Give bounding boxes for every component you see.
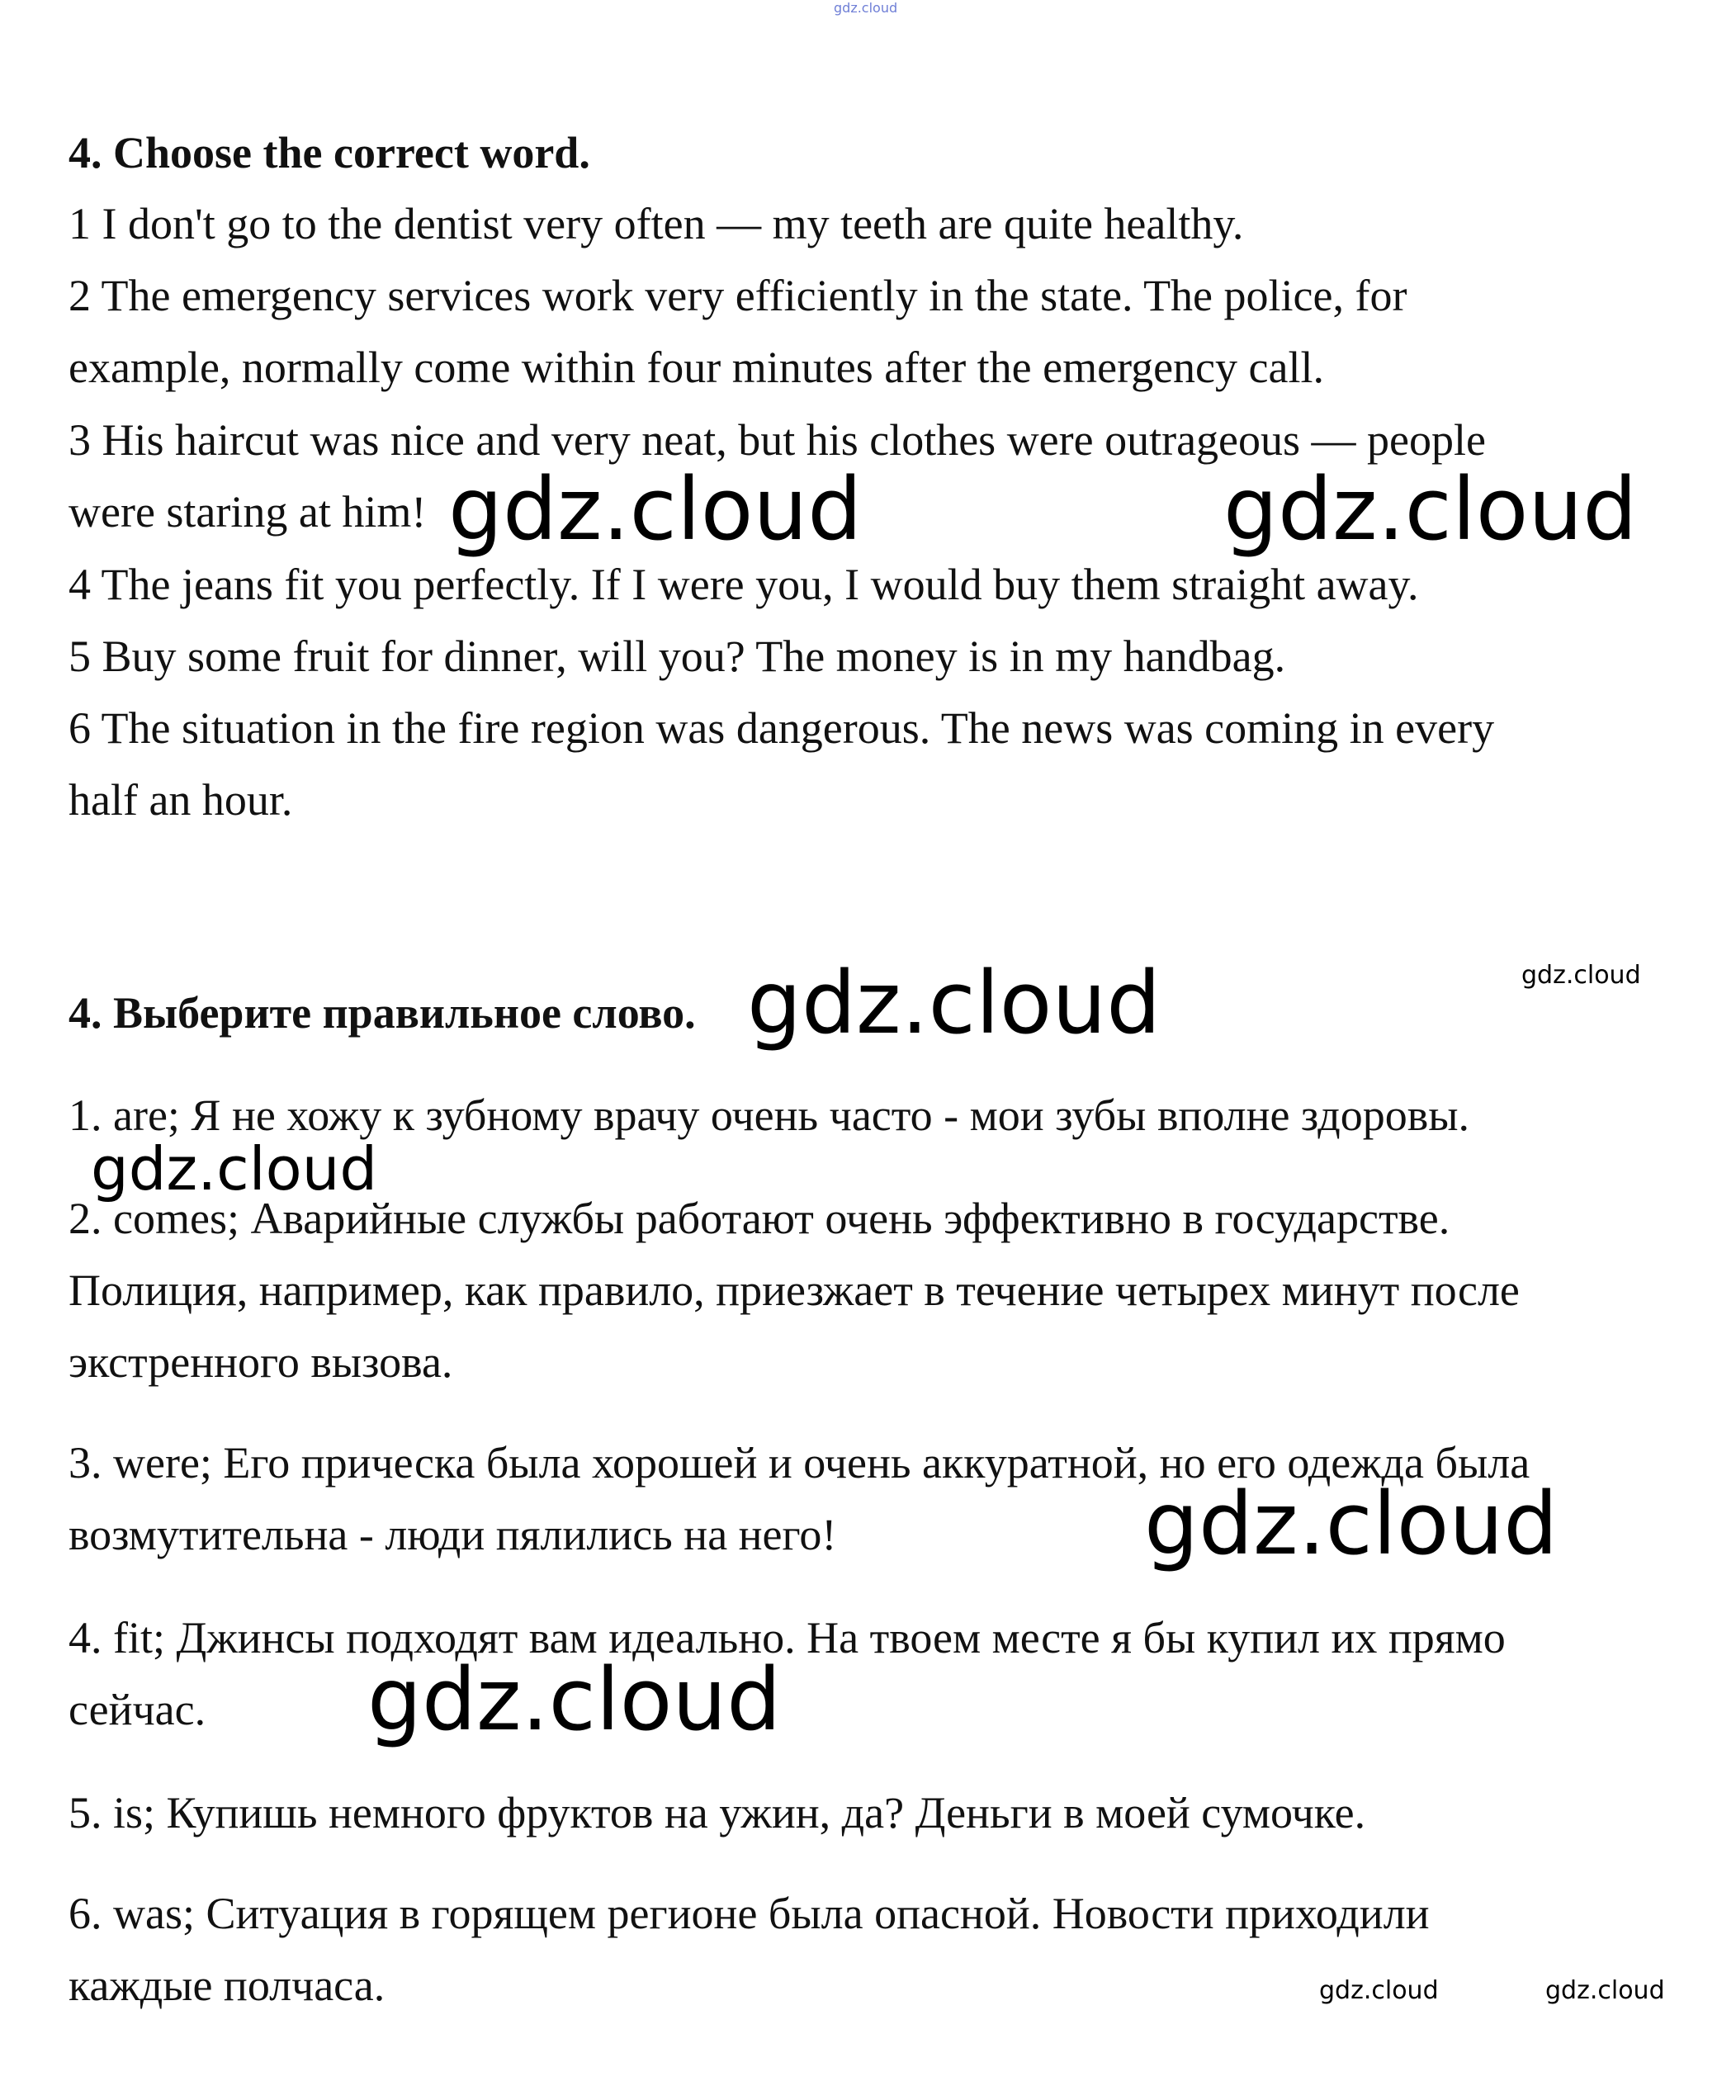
english-line: 2 The emergency services work very efficiently in the state. The police, for (69, 271, 1407, 320)
english-line: example, normally come within four minutes after the emergency call. (69, 343, 1324, 392)
english-line: 4 The jeans fit you perfectly. If I were you, I would buy them straight away. (69, 560, 1419, 609)
russian-line: каждые полчаса. (69, 1960, 386, 2010)
russian-line: экстренного вызова. (69, 1337, 453, 1387)
english-line: half an hour. (69, 775, 293, 825)
watermark: gdz.cloud (1319, 1976, 1439, 2005)
english-line: 6 The situation in the fire region was dangerous. The news was coming in every (69, 703, 1495, 753)
russian-line: 3. were; Его прическа была хорошей и очень аккуратной, но его одежда была (69, 1438, 1530, 1488)
russian-line: 6. was; Ситуация в горящем регионе была опасной. Новости приходили (69, 1889, 1430, 1938)
watermark: gdz.cloud (367, 1649, 782, 1750)
watermark-top: gdz.cloud (834, 0, 898, 16)
english-line: were staring at him! (69, 487, 427, 537)
russian-line: сейчас. (69, 1685, 206, 1734)
watermark: gdz.cloud (1223, 459, 1638, 560)
english-line: 5 Buy some fruit for dinner, will you? The money is in my handbag. (69, 631, 1286, 681)
watermark: gdz.cloud (91, 1134, 378, 1204)
russian-line: 1. are; Я не хожу к зубному врачу очень часто - мои зубы вполне здоровы. (69, 1090, 1470, 1140)
russian-line: возмутительна - люди пялились на него! (69, 1510, 837, 1559)
english-heading: 4. Choose the correct word. (69, 128, 590, 177)
russian-line: 5. is; Купишь немного фруктов на ужин, да? Деньги в моей сумочке. (69, 1788, 1366, 1838)
watermark: gdz.cloud (1521, 961, 1641, 990)
english-line: 1 I don't go to the dentist very often — my teeth are quite healthy. (69, 199, 1244, 248)
russian-line: 4. fit; Джинсы подходят вам идеально. На твоем месте я бы купил их прямо (69, 1613, 1506, 1662)
russian-heading: 4. Выберите правильное слово. (69, 988, 696, 1038)
english-line: 3 His haircut was nice and very neat, but his clothes were outrageous — people (69, 415, 1486, 465)
watermark: gdz.cloud (1144, 1473, 1559, 1574)
russian-line: Полиция, например, как правило, приезжает в течение четырех минут после (69, 1265, 1520, 1315)
watermark: gdz.cloud (448, 459, 863, 560)
watermark: gdz.cloud (747, 953, 1161, 1053)
russian-line: 2. comes; Аварийные службы работают очень эффективно в государстве. (69, 1194, 1450, 1243)
watermark: gdz.cloud (1545, 1976, 1665, 2005)
